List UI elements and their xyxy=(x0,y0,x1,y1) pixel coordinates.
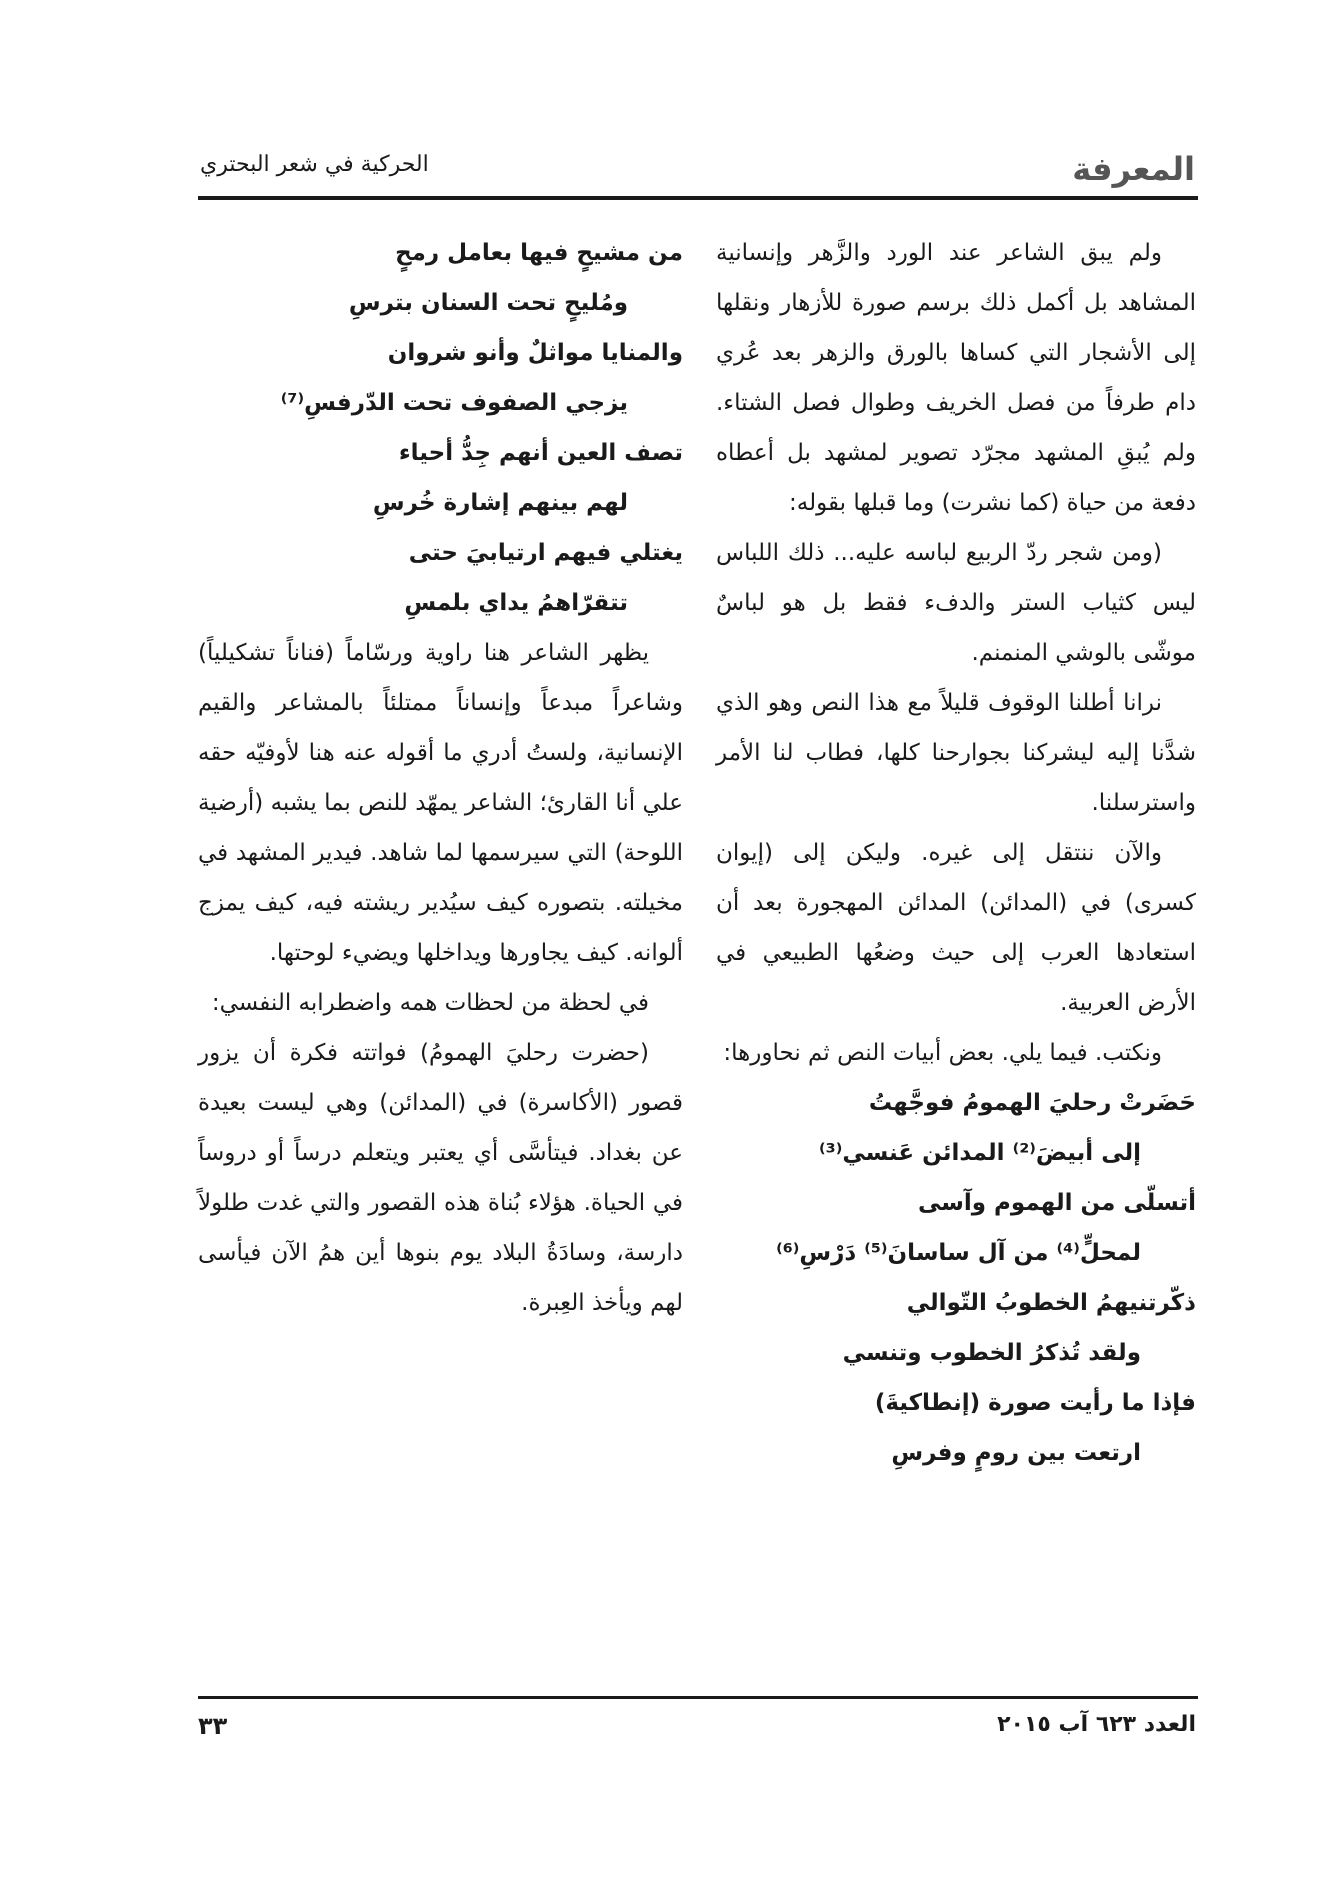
verse-line: ولقد تُذكرُ الخطوب وتنسي xyxy=(842,1340,1141,1366)
paragraph: يظهر الشاعر هنا راوية ورسّاماً (فناناً تشكيلياً) وشاعراً مبدعاً وإنساناً ممتلئاً بالمشاعر والقيم الإنسانية، ولستُ أدري ما أقوله عنه هنا لأوفيّه حقه علي أنا القارئ؛ الشاعر يمهّد للنص بما يشبه (أرضية اللوحة) التي سيرسمها لما شاهد. فيدير المشهد في مخيلته. بتصوره كيف سيُدير ريشته فيه، كيف يمزج ألوانه. كيف يجاورها ويداخلها ويضيء لوحتها. xyxy=(198,640,683,966)
verse-line: أتسلّى من الهموم وآسى xyxy=(917,1190,1196,1216)
verse-line: ذكّرتنيهمُ الخطوبُ التّوالي xyxy=(906,1290,1196,1316)
verse-line: والمنايا مواثلٌ وأنو شروان xyxy=(387,340,683,366)
paragraph: ولم يبق الشاعر عند الورد والزَّهر وإنسانية المشاهد بل أكمل ذلك برسم صورة للأزهار ونقلها إلى الأشجار التي كساها بالورق والزهر بعد عُري دام طرفاً من فصل الخريف وطوال فصل الشتاء. ولم يُبقِ المشهد مجرّد تصوير لمشهد بل أعطاه دفعة من حياة (كما نشرت) وما قبلها بقوله: xyxy=(716,240,1196,516)
verse-line: ارتعت بين رومٍ وفرسِ xyxy=(891,1440,1141,1466)
paragraph: في لحظة من لحظات همه واضطرابه النفسي: xyxy=(211,990,649,1016)
verse-line: تصف العين أنهم جِدُّ أحياء xyxy=(398,440,683,466)
verse-line: من مشيحٍ فيها بعامل رمحٍ xyxy=(395,240,683,266)
verse-line: ومُليحٍ تحت السنان بترسِ xyxy=(348,290,628,316)
verse-line: لمحلٍّ⁽⁴⁾ من آل ساسانَ⁽⁵⁾ دَرْسِ⁽⁶⁾ xyxy=(776,1240,1141,1266)
paragraph: نرانا أطلنا الوقوف قليلاً مع هذا النص وهو الذي شدَّنا إليه ليشركنا بجوارحنا كلها، فطاب لنا الأمر واسترسلنا. xyxy=(716,690,1196,816)
verse-line: حَضَرتْ رحليَ الهمومُ فوجَّهتُ xyxy=(868,1090,1196,1116)
footer-rule xyxy=(198,1696,1198,1699)
issue-info: العدد ٦٢٣ آب ٢٠١٥ xyxy=(997,1712,1196,1737)
page-number: ٣٣ xyxy=(198,1712,228,1740)
paragraph: (حضرت رحليَ الهمومُ) فواتته فكرة أن يزور قصور (الأكاسرة) في (المدائن) وهي ليست بعيدة عن بغداد. فيتأسَّى أي يعتبر ويتعلم درساً أو دروساً في الحياة. هؤلاء بُناة هذه القصور والتي غدت طلولاً دارسة، وسادَةُ البلاد يوم بنوها أين همُ الآن فيأسى لهم ويأخذ العِبرة. xyxy=(198,1040,683,1316)
verse-line: يزجي الصفوف تحت الدّرفسِ⁽⁷⁾ xyxy=(280,390,628,416)
verse-line: إلى أبيضَ⁽²⁾ المدائن عَنسي⁽³⁾ xyxy=(819,1140,1141,1166)
magazine-logo: المعرفة xyxy=(1072,150,1195,188)
left-column xyxy=(198,228,683,1678)
paragraph: (ومن شجر ردّ الربيع لباسه عليه... ذلك اللباس ليس كثياب الستر والدفء فقط بل هو لباسٌ موشّى بالوشي المنمنم. xyxy=(716,540,1196,666)
verse-line: لهم بينهم إشارة خُرسِ xyxy=(372,490,628,516)
verse-line: تتقرّاهمُ يداي بلمسِ xyxy=(404,590,628,616)
running-header-title: الحركية في شعر البحتري xyxy=(200,152,429,177)
paragraph: ونكتب. فيما يلي. بعض أبيات النص ثم نحاورها: xyxy=(723,1040,1162,1066)
right-column xyxy=(716,228,1196,1678)
verse-line: فإذا ما رأيت صورة (إنطاكيةَ) xyxy=(874,1390,1196,1416)
header-rule xyxy=(198,196,1198,200)
paragraph: والآن ننتقل إلى غيره. وليكن إلى (إيوان كسرى) في (المدائن) المدائن المهجورة بعد أن استعادها العرب إلى حيث وضعُها الطبيعي في الأرض العربية. xyxy=(716,840,1196,1016)
verse-line: يغتلي فيهم ارتيابيَ حتى xyxy=(408,540,683,566)
